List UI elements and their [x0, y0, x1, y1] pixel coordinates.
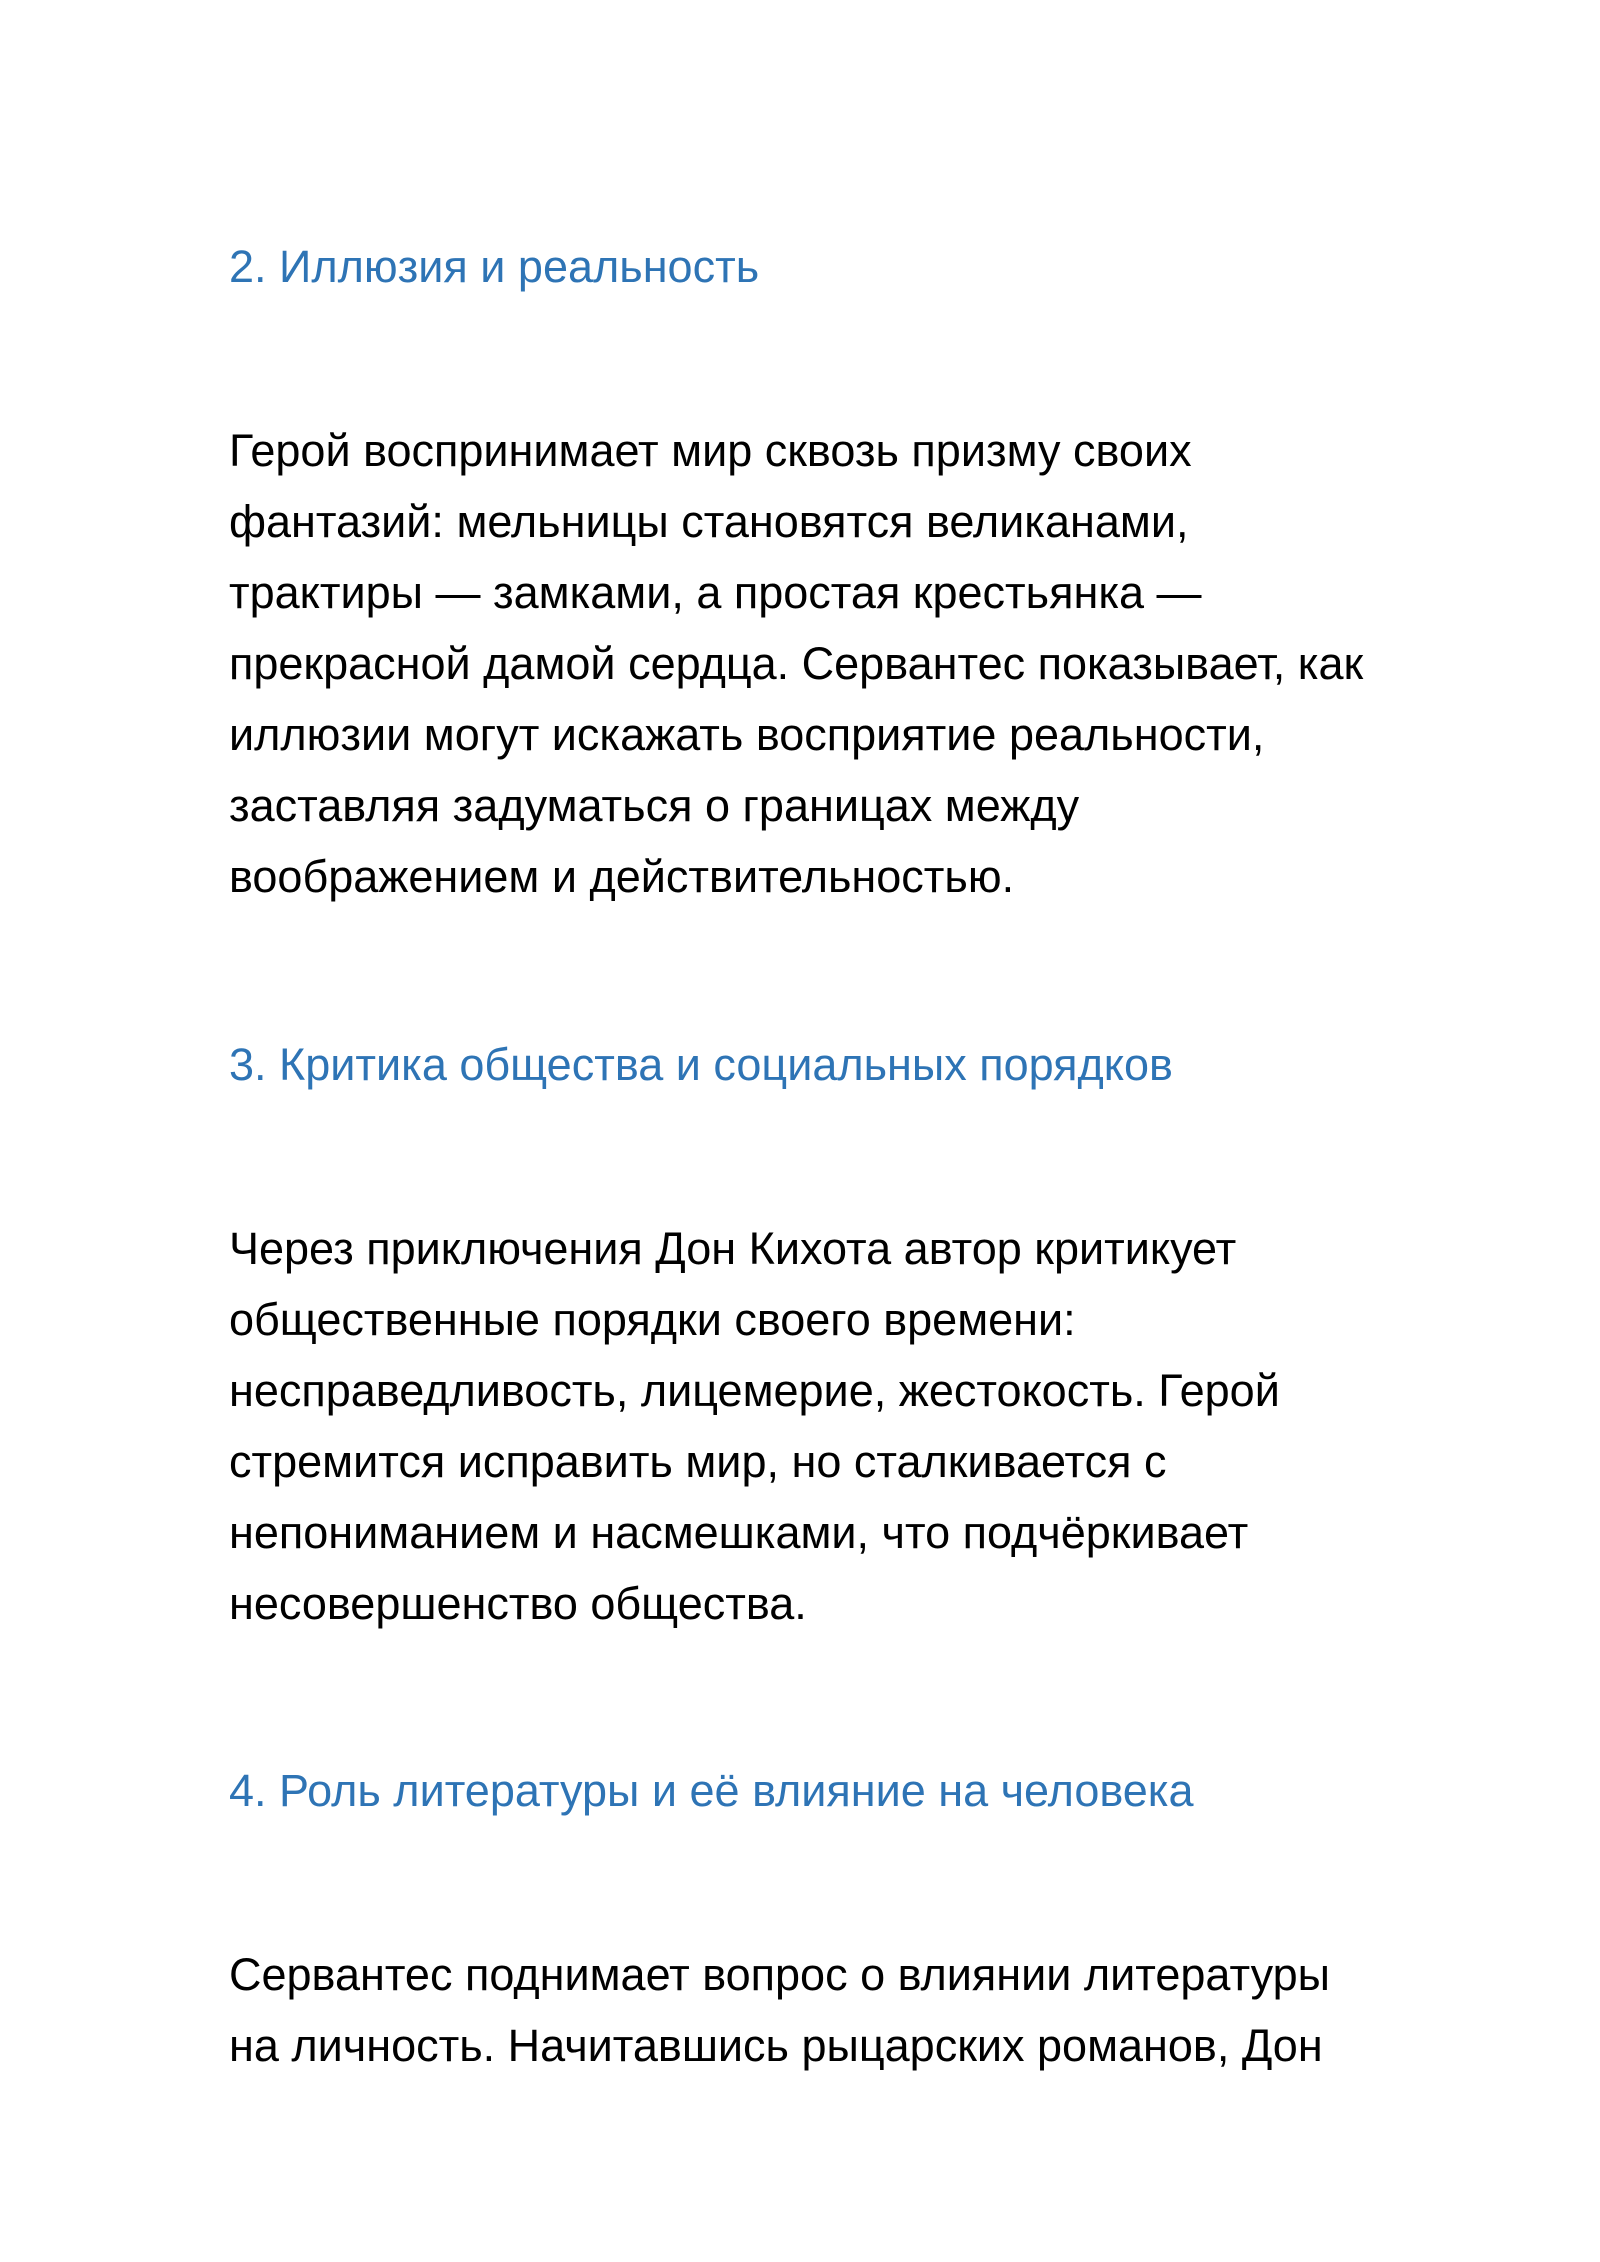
section-heading-literature-role: 4. Роль литературы и её влияние на человека	[229, 1765, 1194, 1816]
section-paragraph-society-critique: Через приключения Дон Кихота автор критикует общественные порядки своего времени: несправедливость, лицемерие, жестокость. Герой стремится исправить мир, но сталкивается с непониманием и насмешками, что подчёркивает несовершенство общества.	[229, 1223, 1280, 1629]
section-paragraph-illusion-reality: Герой воспринимает мир сквозь призму своих фантазий: мельницы становятся великанами, трактиры — замками, а простая крестьянка — прекрасной дамой сердца. Сервантес показывает, как иллюзии могут искажать восприятие реальности, заставляя задуматься о границах между воображением и действительностью.	[229, 425, 1364, 902]
section-heading-illusion-reality: 2. Иллюзия и реальность	[229, 241, 760, 292]
section-heading-society-critique: 3. Критика общества и социальных порядков	[229, 1039, 1173, 1090]
section-paragraph-literature-role: Сервантес поднимает вопрос о влиянии литературы на личность. Начитавшись рыцарских романов, Дон	[229, 1949, 1330, 2071]
document-content	[229, 240, 1529, 2081]
